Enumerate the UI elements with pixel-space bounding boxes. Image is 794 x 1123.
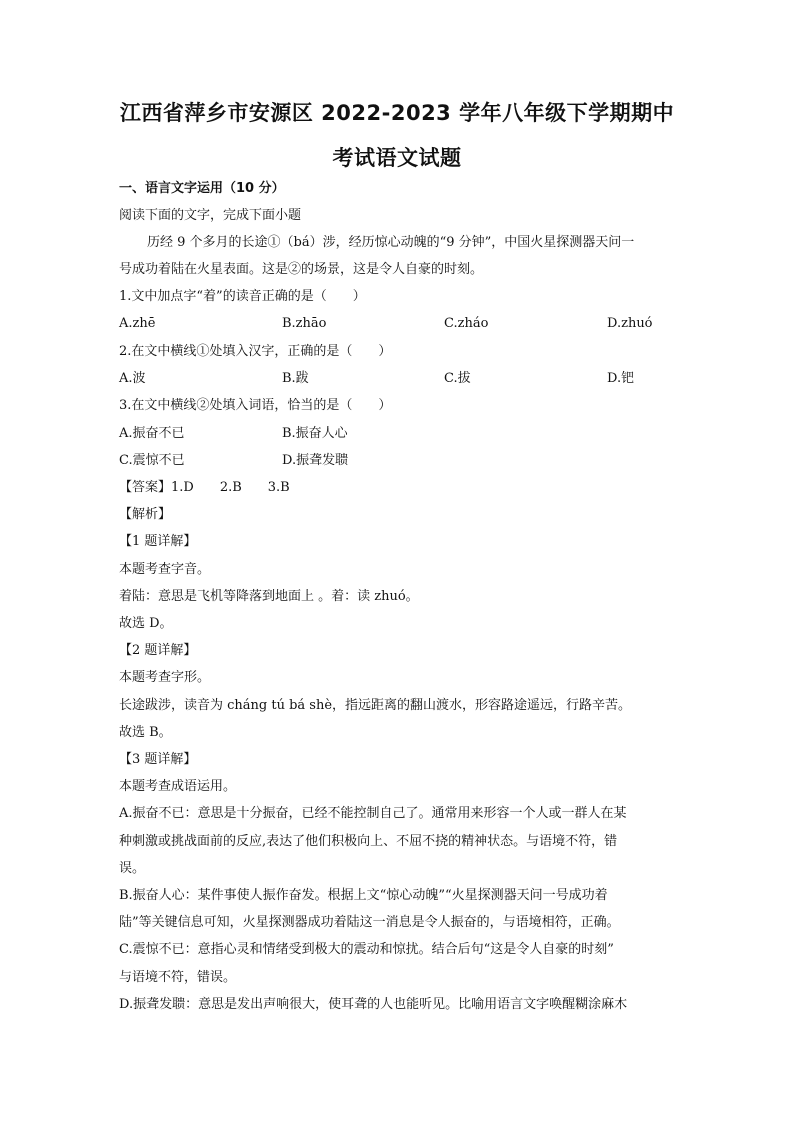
passage-line-2: 号成功着陆在火星表面。这是②的场景，这是令人自豪的时刻。 [119, 262, 484, 277]
detail-2-label: 【2 题详解】 [119, 643, 197, 658]
detail-3-option-a-line-1: A.振奋不已：意思是十分振奋，已经不能控制自己了。通常用来形容一个人或一群人在某 [119, 806, 627, 821]
detail-3-label: 【3 题详解】 [119, 752, 197, 767]
detail-3-option-a-line-3: 误。 [119, 861, 146, 876]
q2-option-c: C.拔 [444, 371, 471, 386]
q2-option-a: A.波 [119, 371, 146, 386]
q1-option-d: D.zhuó [607, 316, 653, 331]
question-3-stem: 3.在文中横线②处填入词语，恰当的是（ ） [119, 398, 392, 413]
detail-1-label: 【1 题详解】 [119, 534, 197, 549]
q2-option-b: B.跋 [282, 371, 309, 386]
detail-1-line-1: 本题考查字音。 [119, 562, 211, 577]
q1-option-b: B.zhāo [282, 316, 327, 331]
detail-3-option-a-line-2: 种刺激或挑战面前的反应,表达了他们积极向上、不屈不挠的精神状态。与语境不符，错 [119, 834, 618, 849]
detail-3-option-b-line-1: B.振奋人心：某件事使人振作奋发。根据上文“惊心动魄”“火星探测器天问一号成功着 [119, 888, 608, 903]
q3-option-b: B.振奋人心 [282, 426, 348, 441]
question-2-stem: 2.在文中横线①处填入汉字，正确的是（ ） [119, 344, 392, 359]
detail-3-option-c-line-2: 与语境不符，错误。 [119, 970, 237, 985]
detail-3-option-b-line-2: 陆”等关键信息可知，火星探测器成功着陆这一消息是令人振奋的，与语境相符，正确。 [119, 915, 620, 930]
q3-option-c: C.震惊不已 [119, 453, 185, 468]
answer-key: 【答案】1.D 2.B 3.B [119, 480, 290, 495]
q1-option-c: C.zháo [444, 316, 489, 331]
detail-1-line-3: 故选 D。 [119, 616, 173, 631]
q3-option-d: D.振聋发聩 [282, 453, 349, 468]
detail-2-line-3: 故选 B。 [119, 725, 172, 740]
detail-1-line-2: 着陆：意思是飞机等降落到地面上 。着：读 zhuó。 [119, 589, 419, 604]
analysis-label: 【解析】 [119, 507, 172, 522]
section-heading: 一、语言文字运用（10 分） [119, 181, 285, 196]
title-line-1: 江西省萍乡市安源区 2022-2023 学年八年级下学期期中 [119, 101, 675, 125]
q2-option-d: D.钯 [607, 371, 635, 386]
detail-3-option-d-line-1: D.振聋发聩：意思是发出声响很大，使耳聋的人也能听见。比喻用语言文字唤醒糊涂麻木 [119, 997, 628, 1012]
passage-line-1: 历经 9 个多月的长途①（bá）涉，经历惊心动魄的“9 分钟”，中国火星探测器天问一 [147, 235, 635, 250]
q3-option-a: A.振奋不已 [119, 426, 185, 441]
title-line-2: 考试语文试题 [332, 146, 462, 170]
detail-2-line-1: 本题考查字形。 [119, 670, 211, 685]
instruction: 阅读下面的文字，完成下面小题 [119, 208, 302, 223]
detail-3-option-c-line-1: C.震惊不已：意指心灵和情绪受到极大的震动和惊扰。结合后句“这是令人自豪的时刻” [119, 942, 614, 957]
detail-2-line-2: 长途跋涉，读音为 cháng tú bá shè，指远距离的翻山渡水，形容路途遥远，行路辛苦。 [119, 698, 632, 713]
q1-option-a: A.zhē [119, 316, 156, 331]
detail-3-line-1: 本题考查成语运用。 [119, 779, 237, 794]
question-1-stem: 1.文中加点字“着”的读音正确的是（ ） [119, 289, 366, 304]
